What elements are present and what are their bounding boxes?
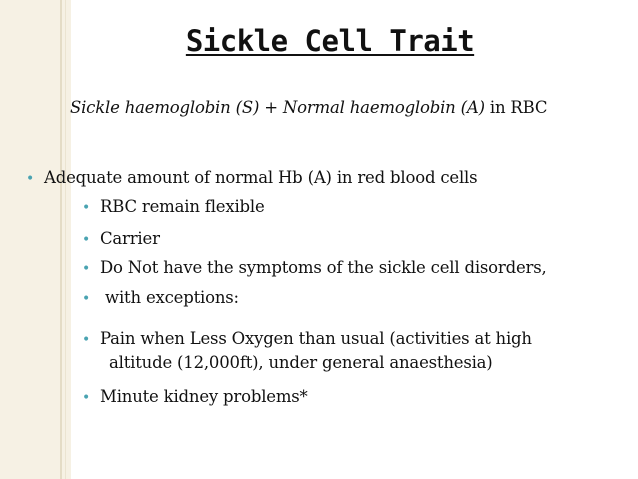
bullet-dot: • <box>82 332 91 348</box>
bullet-text: with exceptions: <box>100 288 239 307</box>
bullet-item <box>26 166 477 191</box>
subtitle-italic: Sickle haemoglobin (S) + Normal haemoglobin (A) <box>70 98 485 117</box>
sub-bullet-item <box>82 327 532 352</box>
bullet-text: RBC remain flexible <box>100 197 265 216</box>
slide-title: Sickle Cell Trait <box>185 24 475 58</box>
sub-bullet-item <box>82 385 308 410</box>
bullet-text: Carrier <box>100 229 160 248</box>
bullet-dot: • <box>26 171 35 187</box>
bullet-text: Pain when Less Oxygen than usual (activities at high <box>100 329 532 348</box>
subtitle-plain: in RBC <box>484 98 548 117</box>
sub-bullet-item <box>82 227 160 252</box>
sub-bullet-item <box>82 256 547 281</box>
bullet-text: Minute kidney problems* <box>100 387 308 406</box>
bullet-dot: • <box>82 232 91 248</box>
slide-subtitle <box>70 98 547 117</box>
bullet-dot: • <box>82 200 91 216</box>
bullet-dot: • <box>82 390 91 406</box>
bullet-dot: • <box>82 261 91 277</box>
bullet-continuation: altitude (12,000ft), under general anaesthesia) <box>109 353 493 372</box>
bullet-text: Do Not have the symptoms of the sickle cell disorders, <box>100 258 547 277</box>
bullet-dot: • <box>82 291 91 307</box>
bullet-text: Adequate amount of normal Hb (A) in red blood cells <box>44 168 478 187</box>
sub-bullet-item <box>82 195 265 220</box>
band-rule <box>60 0 62 479</box>
band-rule <box>65 0 66 479</box>
sub-bullet-item <box>82 286 239 311</box>
